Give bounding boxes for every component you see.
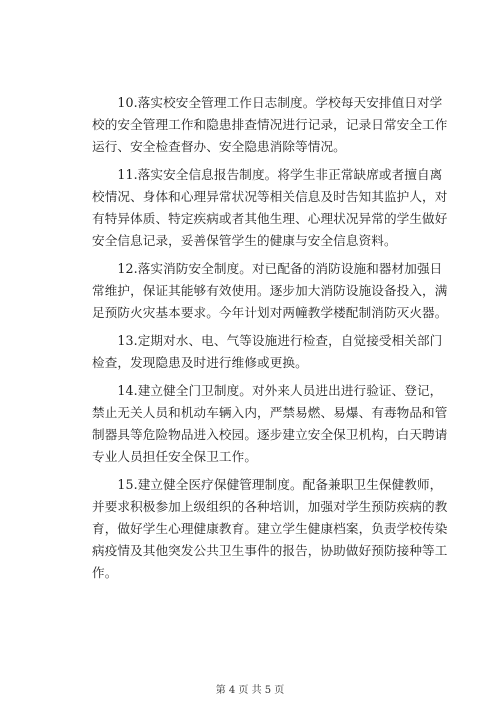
paragraph-line: 检查，发现隐患及时进行维修或更换。 [92,355,308,370]
paragraph-line: 校的安全管理工作和隐患排查情况进行记录，记录日常安全工作 [92,117,448,132]
paragraph-line: 专业人员担任安全保卫工作。 [92,449,258,464]
paragraph-line: 12.落实消防安全制度。对已配备的消防设施和器材加强日 [92,261,443,276]
document-body [92,92,452,590]
page-footer [0,681,500,696]
paragraph-line: 10.落实校安全管理工作日志制度。学校每天安排值日对学 [92,95,443,110]
paragraph-line: 13.定期对水、电、气等设施进行检查，自觉接受相关部门 [92,333,443,348]
page-number: 第 4 页 共 5 页 [215,685,285,696]
paragraph-line: 15.建立健全医疗保健管理制度。配备兼职卫生保健教师， [92,477,443,492]
paragraph-line: 制器具等危险物品进入校园。逐步建立安全保卫机构，白天聘请 [92,427,448,442]
paragraph-13 [92,330,452,374]
paragraph-11 [92,164,452,252]
paragraph-line: 并要求积极参加上级组织的各种培训，加强对学生预防疾病的教 [92,499,448,514]
paragraph-line: 11.落实安全信息报告制度。将学生非正常缺席或者擅自离 [92,167,443,182]
paragraph-line: 足预防火灾基本要求。今年计划对两幢教学楼配制消防灭火器。 [92,305,448,320]
paragraph-12 [92,258,452,324]
paragraph-line: 作。 [92,565,118,580]
paragraph-10 [92,92,452,158]
paragraph-line: 校情况、身体和心理异常状况等相关信息及时告知其监护人，对 [92,189,448,204]
paragraph-line: 常维护，保证其能够有效使用。逐步加大消防设施设备投入，满 [92,283,448,298]
paragraph-line: 安全信息记录，妥善保管学生的健康与安全信息资料。 [92,233,397,248]
paragraph-line: 育，做好学生心理健康教育。建立学生健康档案，负责学校传染 [92,521,448,536]
paragraph-line: 运行、安全检查督办、安全隐患消除等情况。 [92,139,346,154]
paragraph-line: 14.建立健全门卫制度。对外来人员进出进行验证、登记， [92,383,443,398]
paragraph-15 [92,474,452,584]
paragraph-14 [92,380,452,468]
paragraph-line: 病疫情及其他突发公共卫生事件的报告，协助做好预防接种等工 [92,543,448,558]
paragraph-line: 有特异体质、特定疾病或者其他生理、心理状况异常的学生做好 [92,211,448,226]
paragraph-line: 禁止无关人员和机动车辆入内，严禁易燃、易爆、有毒物品和管 [92,405,448,420]
